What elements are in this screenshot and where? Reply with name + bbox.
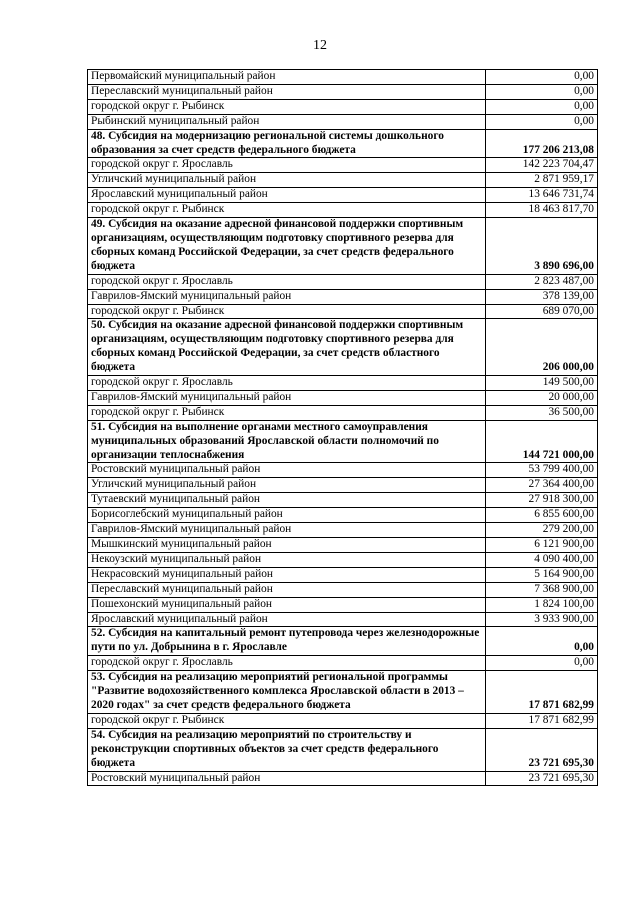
recipient-name-cell: Угличский муниципальный район <box>88 173 486 188</box>
amount-cell: 378 139,00 <box>486 289 598 304</box>
recipient-name-cell: Мышкинский муниципальный район <box>88 538 486 553</box>
recipient-name-cell: Борисоглебский муниципальный район <box>88 508 486 523</box>
recipient-name-cell: Рыбинский муниципальный район <box>88 114 486 129</box>
section-total-cell: 206 000,00 <box>486 319 598 376</box>
table-row <box>88 70 598 85</box>
recipient-name-cell: городской округ г. Рыбинск <box>88 203 486 218</box>
amount-cell: 18 463 817,70 <box>486 203 598 218</box>
section-total-cell: 23 721 695,30 <box>486 728 598 771</box>
amount-cell: 0,00 <box>486 114 598 129</box>
amount-cell: 0,00 <box>486 70 598 85</box>
section-title-cell: 49. Субсидия на оказание адресной финансовой поддержки спортивным организациям, осуществляющим подготовку спортивного резерва для сборных команд Российской Федерации, за счет средств федерального бюджета <box>88 218 486 275</box>
section-title-cell: 51. Субсидия на выполнение органами местного самоуправления муниципальных образований Ярославской области полномочий по организации теплоснабжения <box>88 420 486 463</box>
section-total-cell: 177 206 213,08 <box>486 129 598 158</box>
amount-cell: 4 090 400,00 <box>486 552 598 567</box>
recipient-name-cell: городской округ г. Рыбинск <box>88 99 486 114</box>
table-row <box>88 99 598 114</box>
section-row <box>88 671 598 714</box>
recipient-name-cell: городской округ г. Ярославль <box>88 158 486 173</box>
amount-cell: 2 871 959,17 <box>486 173 598 188</box>
section-title-cell: 54. Субсидия на реализацию мероприятий по строительству и реконструкции спортивных объектов за счет средств федерального бюджета <box>88 728 486 771</box>
section-total-cell: 144 721 000,00 <box>486 420 598 463</box>
amount-cell: 6 855 600,00 <box>486 508 598 523</box>
amount-cell: 1 824 100,00 <box>486 597 598 612</box>
amount-cell: 689 070,00 <box>486 304 598 319</box>
page-number: 12 <box>313 38 327 53</box>
amount-cell: 27 918 300,00 <box>486 493 598 508</box>
amount-cell: 7 368 900,00 <box>486 582 598 597</box>
recipient-name-cell: городской округ г. Ярославль <box>88 376 486 391</box>
table-row <box>88 84 598 99</box>
recipient-name-cell: городской округ г. Ярославль <box>88 656 486 671</box>
table-row <box>88 713 598 728</box>
table-row <box>88 304 598 319</box>
table-row <box>88 538 598 553</box>
recipient-name-cell: Первомайский муниципальный район <box>88 70 486 85</box>
amount-cell: 53 799 400,00 <box>486 463 598 478</box>
section-row <box>88 218 598 275</box>
recipient-name-cell: Угличский муниципальный район <box>88 478 486 493</box>
section-title-cell: 48. Субсидия на модернизацию региональной системы дошкольного образования за счет средств федерального бюджета <box>88 129 486 158</box>
amount-cell: 23 721 695,30 <box>486 771 598 786</box>
recipient-name-cell: Гаврилов-Ямский муниципальный район <box>88 289 486 304</box>
section-row <box>88 129 598 158</box>
recipient-name-cell: Гаврилов-Ямский муниципальный район <box>88 523 486 538</box>
table-row <box>88 405 598 420</box>
recipient-name-cell: Некоузский муниципальный район <box>88 552 486 567</box>
recipient-name-cell: Гаврилов-Ямский муниципальный район <box>88 390 486 405</box>
table-row <box>88 508 598 523</box>
section-title-cell: 52. Субсидия на капитальный ремонт путепровода через железнодорожные пути по ул. Добрынина в г. Ярославле <box>88 627 486 656</box>
table-row <box>88 173 598 188</box>
recipient-name-cell: Пошехонский муниципальный район <box>88 597 486 612</box>
amount-cell: 5 164 900,00 <box>486 567 598 582</box>
amount-cell: 279 200,00 <box>486 523 598 538</box>
table-row <box>88 567 598 582</box>
recipient-name-cell: городской округ г. Ярославль <box>88 274 486 289</box>
recipient-name-cell: Ростовский муниципальный район <box>88 463 486 478</box>
amount-cell: 27 364 400,00 <box>486 478 598 493</box>
amount-cell: 0,00 <box>486 656 598 671</box>
amount-cell: 149 500,00 <box>486 376 598 391</box>
amount-cell: 2 823 487,00 <box>486 274 598 289</box>
table-row <box>88 523 598 538</box>
recipient-name-cell: Ярославский муниципальный район <box>88 612 486 627</box>
amount-cell: 142 223 704,47 <box>486 158 598 173</box>
recipient-name-cell: городской округ г. Рыбинск <box>88 405 486 420</box>
section-total-cell: 0,00 <box>486 627 598 656</box>
recipient-name-cell: городской округ г. Рыбинск <box>88 304 486 319</box>
table-row <box>88 656 598 671</box>
section-row <box>88 627 598 656</box>
table-row <box>88 552 598 567</box>
table-row <box>88 771 598 786</box>
table-row <box>88 188 598 203</box>
section-title-cell: 53. Субсидия на реализацию мероприятий региональной программы "Развитие водохозяйственного комплекса Ярославской области в 2013 – 2020 годах" за счет средств федерального бюджета <box>88 671 486 714</box>
table-row <box>88 478 598 493</box>
table-row <box>88 582 598 597</box>
subsidy-table-body <box>88 70 598 786</box>
amount-cell: 3 933 900,00 <box>486 612 598 627</box>
recipient-name-cell: Тутаевский муниципальный район <box>88 493 486 508</box>
table-row <box>88 203 598 218</box>
table-row <box>88 376 598 391</box>
table-row <box>88 274 598 289</box>
section-row <box>88 319 598 376</box>
table-row <box>88 289 598 304</box>
amount-cell: 13 646 731,74 <box>486 188 598 203</box>
section-total-cell: 17 871 682,99 <box>486 671 598 714</box>
section-row <box>88 420 598 463</box>
recipient-name-cell: Некрасовский муниципальный район <box>88 567 486 582</box>
table-row <box>88 390 598 405</box>
subsidy-table <box>87 69 598 786</box>
recipient-name-cell: Переславский муниципальный район <box>88 84 486 99</box>
table-row <box>88 463 598 478</box>
section-total-cell: 3 890 696,00 <box>486 218 598 275</box>
recipient-name-cell: Ростовский муниципальный район <box>88 771 486 786</box>
amount-cell: 0,00 <box>486 84 598 99</box>
section-title-cell: 50. Субсидия на оказание адресной финансовой поддержки спортивным организациям, осуществляющим подготовку спортивного резерва для сборных команд Российской Федерации, за счет средств областного бюджета <box>88 319 486 376</box>
amount-cell: 20 000,00 <box>486 390 598 405</box>
amount-cell: 36 500,00 <box>486 405 598 420</box>
table-row <box>88 612 598 627</box>
amount-cell: 0,00 <box>486 99 598 114</box>
section-row <box>88 728 598 771</box>
table-row <box>88 493 598 508</box>
table-row <box>88 597 598 612</box>
amount-cell: 17 871 682,99 <box>486 713 598 728</box>
recipient-name-cell: Ярославский муниципальный район <box>88 188 486 203</box>
recipient-name-cell: Переславский муниципальный район <box>88 582 486 597</box>
table-row <box>88 158 598 173</box>
amount-cell: 6 121 900,00 <box>486 538 598 553</box>
recipient-name-cell: городской округ г. Рыбинск <box>88 713 486 728</box>
table-row <box>88 114 598 129</box>
